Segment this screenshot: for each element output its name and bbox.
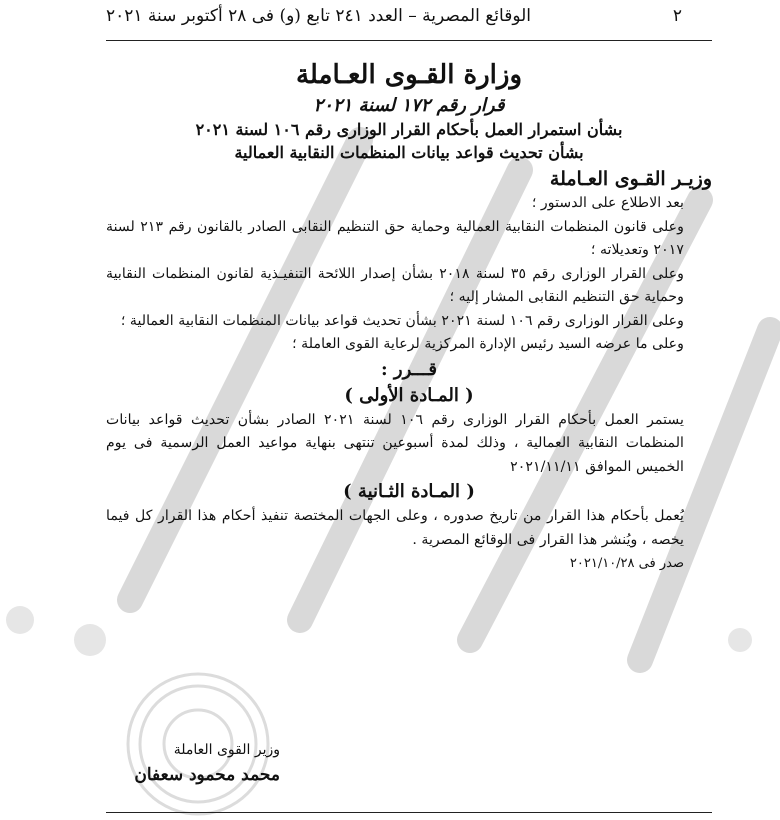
decree-subject-2: بشأن تحديث قواعد بيانات المنظمات النقابية العمالية bbox=[234, 143, 584, 162]
article-1-text: يستمر العمل بأحكام القرار الوزارى رقم ١٠٦ لسنة ٢٠٢١ الصادر بشأن تحديث قواعد بيانات المنظمات النقابية العمالية ، وذلك لمدة أسبوعين تنتهى بنهاية مواعيد العمل الرسمية فى يوم الخميس الموافق ٢٠٢١/١١/١١ bbox=[106, 411, 684, 475]
publication-info: الوقائع المصرية – العدد ٢٤١ تابع (و) فى ٢٨ أكتوبر سنة ٢٠٢١ bbox=[106, 6, 532, 26]
preamble-clause-5: وعلى ما عرضه السيد رئيس الإدارة المركزية لرعاية القوى العاملة ؛ bbox=[292, 336, 684, 352]
preamble-clause-1: بعد الاطلاع على الدستور ؛ bbox=[531, 195, 684, 211]
preamble-clause-4: وعلى القرار الوزارى رقم ١٠٦ لسنة ٢٠٢١ بشأن تحديث قواعد بيانات المنظمات النقابية العمالية ؛ bbox=[120, 312, 684, 329]
signature-block bbox=[110, 738, 280, 788]
preamble-clause-3: وعلى القرار الوزارى رقم ٣٥ لسنة ٢٠١٨ بشأن إصدار اللائحة التنفيـذية لقانون المنظمات النقابية وحماية حق التنظيم النقابى المشار إليه ؛ bbox=[106, 265, 685, 305]
minister-heading: وزيـر القـوى العـاملة bbox=[549, 168, 712, 190]
signatory-name: محمد محمود سعفان bbox=[134, 765, 280, 785]
article-1-title: ( المـادة الأولى ) bbox=[344, 384, 474, 406]
page-number: ٢ bbox=[672, 6, 682, 26]
ministry-name: وزارة القـوى العـاملة bbox=[295, 60, 522, 90]
article-2-title: ( المـادة الثـانية ) bbox=[343, 481, 475, 502]
signatory-title: وزير القوى العاملة bbox=[173, 742, 280, 758]
preamble-clause-2: وعلى قانون المنظمات النقابية العمالية وحماية حق التنظيم النقابى الصادر بالقانون رقم ٢١٣ لسنة ٢٠١٧ وتعديلاته ؛ bbox=[106, 218, 684, 258]
decree-subject-1: بشأن استمرار العمل بأحكام القرار الوزارى رقم ١٠٦ لسنة ٢٠٢١ bbox=[195, 120, 623, 139]
article-2-text: يُعمل بأحكام هذا القرار من تاريخ صدوره ، وعلى الجهات المختصة تنفيذ أحكام هذا القرار كل فيما يخصه ، ويُنشر هذا القرار فى الوقائع المصرية . bbox=[106, 508, 684, 548]
decree-number: قرار رقم ١٧٢ لسنة ٢٠٢١ bbox=[313, 95, 505, 116]
decree-body bbox=[106, 56, 712, 576]
running-header bbox=[106, 6, 682, 26]
issue-date: صدر فى ٢٠٢١/١٠/٢٨ bbox=[569, 556, 684, 571]
header-divider bbox=[106, 40, 712, 41]
footer-divider bbox=[106, 812, 712, 813]
decides-heading: قـــرر : bbox=[381, 358, 437, 380]
